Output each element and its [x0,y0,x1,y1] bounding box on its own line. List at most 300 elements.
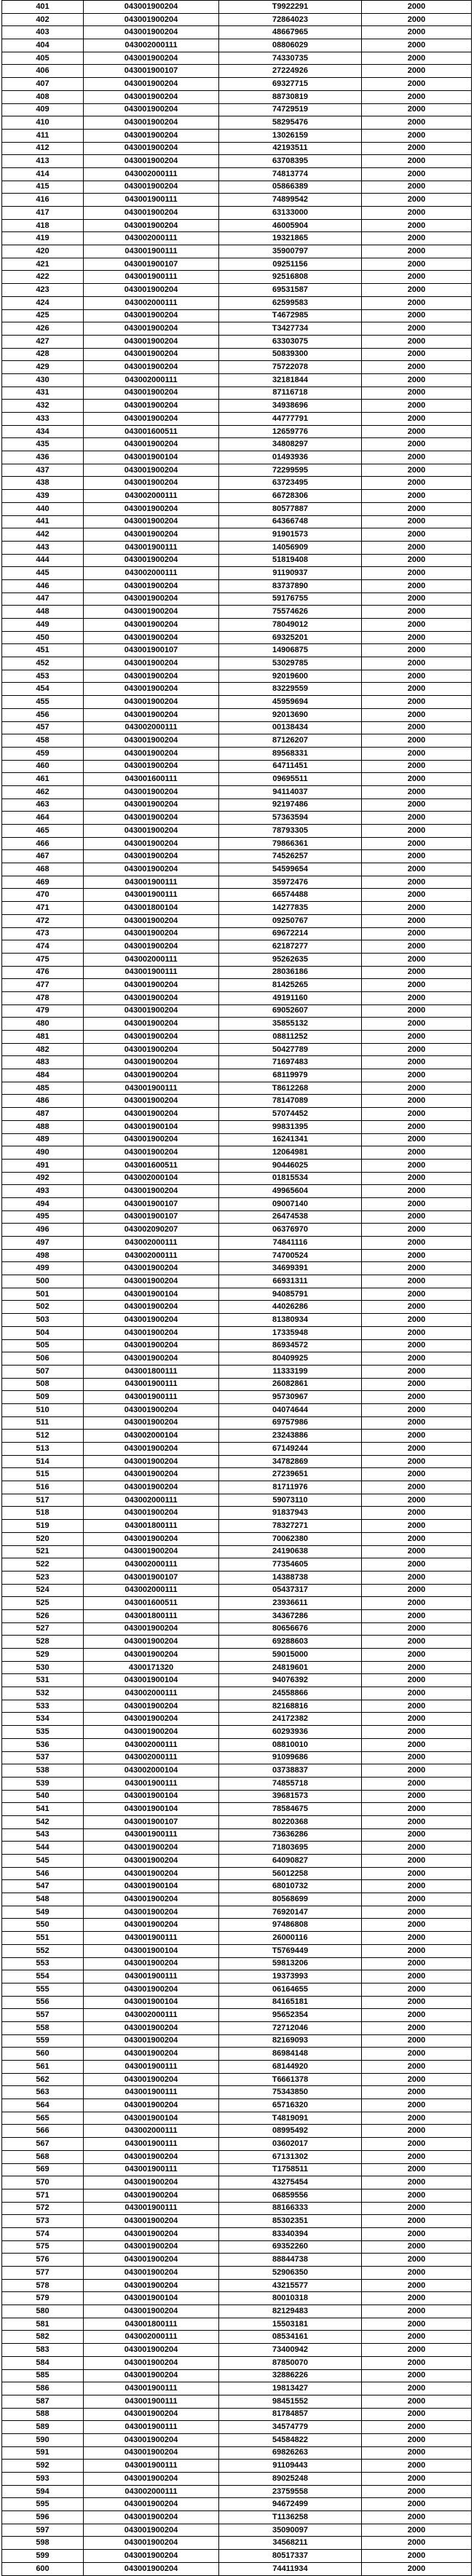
cell-no: 470 [2,889,84,902]
cell-value: 2000 [362,1455,472,1468]
cell-number: 09251156 [219,258,362,271]
cell-code: 043001900111 [84,2163,219,2176]
cell-number: 72299595 [219,464,362,477]
cell-value: 2000 [362,798,472,812]
cell-value: 2000 [362,1172,472,1185]
cell-number: 80220368 [219,1815,362,1828]
cell-no: 437 [2,464,84,477]
cell-number: 59015000 [219,1649,362,1662]
table-row [2,940,472,954]
cell-no: 424 [2,296,84,309]
cell-code: 043001900204 [84,2446,219,2460]
cell-code: 043001900111 [84,2086,219,2099]
cell-code: 043001900204 [84,477,219,490]
cell-code: 043001900204 [84,1146,219,1160]
cell-number: 94672499 [219,2498,362,2511]
cell-no: 479 [2,1004,84,1018]
cell-number: 98451552 [219,2395,362,2408]
table-row [2,579,472,593]
cell-code: 043001900107 [84,65,219,78]
table-row [2,760,472,773]
table-row [2,1764,472,1778]
cell-code: 043001600511 [84,1597,219,1610]
cell-code: 043002090207 [84,1224,219,1237]
table-row [2,219,472,232]
cell-no: 466 [2,837,84,850]
table-row [2,979,472,992]
cell-code: 043002000111 [84,2009,219,2022]
cell-value: 2000 [362,2318,472,2331]
cell-value: 2000 [362,2446,472,2460]
table-row [2,309,472,322]
cell-number: 81711976 [219,1481,362,1494]
table-row [2,451,472,464]
table-row [2,1403,472,1416]
cell-value: 2000 [362,155,472,168]
table-row [2,1494,472,1507]
cell-number: 95652354 [219,2009,362,2022]
cell-number: 65716320 [219,2099,362,2112]
cell-value: 2000 [362,1855,472,1868]
cell-number: 50839300 [219,348,362,361]
table-row [2,1210,472,1224]
cell-code: 043001900204 [84,26,219,39]
cell-code: 043001900204 [84,979,219,992]
cell-value: 2000 [362,1275,472,1288]
cell-value: 2000 [362,2267,472,2280]
table-row [2,1855,472,1868]
cell-value: 2000 [362,979,472,992]
cell-code: 043001900204 [84,747,219,760]
cell-no: 594 [2,2485,84,2498]
cell-value: 2000 [362,696,472,709]
cell-value: 2000 [362,1391,472,1404]
cell-value: 2000 [362,1687,472,1700]
cell-code: 043001900204 [84,78,219,91]
cell-value: 2000 [362,1069,472,1082]
table-row [2,425,472,438]
cell-no: 587 [2,2395,84,2408]
cell-no: 427 [2,335,84,348]
cell-no: 447 [2,593,84,606]
cell-value: 2000 [362,1828,472,1842]
cell-number: 05437317 [219,1584,362,1597]
cell-code: 043001900204 [84,554,219,567]
cell-code: 043001900104 [84,2292,219,2305]
table-row [2,387,472,400]
cell-value: 2000 [362,1031,472,1044]
cell-code: 043001900204 [84,1957,219,1970]
cell-no: 481 [2,1031,84,1044]
cell-no: 590 [2,2433,84,2446]
cell-code: 043001600111 [84,773,219,786]
cell-value: 2000 [362,1738,472,1751]
cell-value: 2000 [362,2048,472,2061]
table-row [2,1597,472,1610]
cell-value: 2000 [362,2433,472,2446]
cell-number: 72864023 [219,13,362,26]
cell-value: 2000 [362,554,472,567]
table-row [2,683,472,696]
cell-no: 422 [2,271,84,284]
table-row [2,1468,472,1481]
table-row [2,181,472,194]
table-row [2,541,472,554]
cell-code: 043001900204 [84,1893,219,1906]
table-row [2,1571,472,1584]
cell-value: 2000 [362,1468,472,1481]
table-row [2,1237,472,1250]
cell-no: 407 [2,78,84,91]
cell-value: 2000 [362,1726,472,1739]
cell-number: 92013690 [219,708,362,721]
cell-value: 2000 [362,1867,472,1880]
cell-number: 99831395 [219,1120,362,1133]
cell-no: 567 [2,2138,84,2151]
cell-no: 504 [2,1326,84,1339]
cell-code: 043001900204 [84,129,219,142]
table-row [2,2511,472,2524]
cell-code: 043001900111 [84,1932,219,1945]
cell-code: 043002000111 [84,1237,219,1250]
cell-number: 35855132 [219,1018,362,1031]
cell-number: 64711451 [219,760,362,773]
cell-value: 2000 [362,747,472,760]
cell-no: 584 [2,2356,84,2369]
cell-number: 67149244 [219,1443,362,1456]
table-row [2,2550,472,2563]
cell-value: 2000 [362,1842,472,1855]
cell-number: 63723495 [219,477,362,490]
cell-code: 043001900204 [84,207,219,220]
cell-no: 475 [2,953,84,966]
cell-code: 043001900204 [84,2099,219,2112]
cell-value: 2000 [362,2511,472,2524]
cell-number: 24190638 [219,1545,362,1558]
cell-code: 043001900204 [84,1507,219,1520]
cell-value: 2000 [362,1224,472,1237]
cell-no: 536 [2,1738,84,1751]
cell-value: 2000 [362,1571,472,1584]
cell-no: 583 [2,2344,84,2357]
cell-no: 449 [2,619,84,632]
cell-no: 421 [2,258,84,271]
cell-value: 2000 [362,1957,472,1970]
cell-no: 463 [2,798,84,812]
cell-number: T4819091 [219,2112,362,2125]
cell-no: 573 [2,2215,84,2228]
cell-no: 486 [2,1095,84,1108]
table-row [2,348,472,361]
cell-code: 043001900104 [84,1880,219,1893]
cell-code: 043001900204 [84,1481,219,1494]
table-row [2,2227,472,2240]
cell-number: 69325201 [219,631,362,644]
cell-no: 554 [2,1970,84,1983]
table-body [2,1,472,2576]
cell-no: 414 [2,167,84,181]
cell-code: 043001900204 [84,1056,219,1069]
cell-number: T5769449 [219,1944,362,1957]
cell-value: 2000 [362,1326,472,1339]
cell-value: 2000 [362,90,472,103]
cell-code: 043001900204 [84,1906,219,1919]
table-row [2,721,472,734]
cell-number: 13026159 [219,129,362,142]
table-row [2,876,472,889]
cell-number: 26474538 [219,1210,362,1224]
records-table [1,0,472,2576]
cell-no: 495 [2,1210,84,1224]
cell-no: 456 [2,708,84,721]
cell-number: 16241341 [219,1133,362,1146]
cell-no: 404 [2,39,84,52]
cell-value: 2000 [362,1159,472,1172]
cell-value: 2000 [362,515,472,528]
cell-code: 043001900204 [84,2344,219,2357]
cell-code: 043001900204 [84,2227,219,2240]
cell-value: 2000 [362,167,472,181]
cell-no: 539 [2,1777,84,1790]
cell-code: 043001900204 [84,1,219,14]
table-row [2,2408,472,2421]
cell-no: 509 [2,1391,84,1404]
cell-number: 52906350 [219,2267,362,2280]
cell-number: 01815534 [219,1172,362,1185]
cell-value: 2000 [362,1532,472,1545]
cell-number: 19321865 [219,232,362,245]
table-row [2,2292,472,2305]
table-row [2,631,472,644]
table-row [2,52,472,65]
cell-number: 74899542 [219,194,362,207]
cell-value: 2000 [362,1764,472,1778]
cell-no: 560 [2,2048,84,2061]
cell-number: 68119979 [219,1069,362,1082]
table-row [2,696,472,709]
cell-number: 08810010 [219,1738,362,1751]
cell-number: 42193511 [219,142,362,155]
table-row [2,2460,472,2473]
cell-value: 2000 [362,914,472,927]
cell-code: 043001900204 [84,1018,219,1031]
cell-code: 043001900204 [84,2215,219,2228]
cell-value: 2000 [362,2009,472,2022]
cell-number: 58295476 [219,116,362,130]
cell-no: 543 [2,1828,84,1842]
cell-number: 89025248 [219,2473,362,2486]
cell-no: 591 [2,2446,84,2460]
cell-no: 528 [2,1636,84,1649]
cell-code: 043001600511 [84,1159,219,1172]
cell-no: 487 [2,1108,84,1121]
cell-no: 431 [2,387,84,400]
cell-number: 78049012 [219,619,362,632]
cell-value: 2000 [362,953,472,966]
cell-number: 75722078 [219,361,362,374]
cell-number: 56012258 [219,1867,362,1880]
cell-no: 588 [2,2408,84,2421]
table-row [2,258,472,271]
cell-value: 2000 [362,528,472,542]
cell-value: 2000 [362,2112,472,2125]
cell-value: 2000 [362,1237,472,1250]
cell-no: 532 [2,1687,84,1700]
cell-value: 2000 [362,284,472,297]
cell-value: 2000 [362,1146,472,1160]
table-row [2,116,472,130]
cell-no: 454 [2,683,84,696]
table-row [2,2305,472,2318]
cell-no: 552 [2,1944,84,1957]
cell-number: 83229559 [219,683,362,696]
cell-no: 491 [2,1159,84,1172]
cell-value: 2000 [362,606,472,619]
cell-value: 2000 [362,1932,472,1945]
cell-number: T3427734 [219,322,362,336]
cell-number: 34808297 [219,438,362,451]
table-row [2,2524,472,2537]
cell-code: 043001900204 [84,103,219,116]
cell-no: 582 [2,2331,84,2344]
table-row [2,1674,472,1687]
cell-value: 2000 [362,966,472,979]
table-row [2,927,472,940]
cell-number: 51819408 [219,554,362,567]
cell-value: 2000 [362,78,472,91]
table-row [2,1507,472,1520]
table-row [2,2125,472,2138]
cell-no: 529 [2,1649,84,1662]
table-row [2,438,472,451]
cell-number: 34938696 [219,400,362,413]
table-row [2,1713,472,1726]
cell-code: 043001900204 [84,1275,219,1288]
table-row [2,1082,472,1095]
cell-value: 2000 [362,1185,472,1198]
cell-code: 043001900204 [84,2550,219,2563]
cell-no: 503 [2,1314,84,1327]
cell-number: 74841116 [219,1237,362,1250]
cell-value: 2000 [362,1609,472,1622]
cell-value: 2000 [362,631,472,644]
table-row [2,2189,472,2202]
cell-value: 2000 [362,657,472,670]
cell-value: 2000 [362,348,472,361]
cell-number: 74411934 [219,2562,362,2575]
cell-code: 043001900204 [84,2254,219,2267]
cell-value: 2000 [362,1790,472,1803]
cell-value: 2000 [362,593,472,606]
cell-number: 01493936 [219,451,362,464]
cell-no: 578 [2,2279,84,2292]
table-row [2,1532,472,1545]
cell-value: 2000 [362,567,472,580]
cell-value: 2000 [362,2344,472,2357]
cell-value: 2000 [362,2227,472,2240]
cell-value: 2000 [362,708,472,721]
cell-value: 2000 [362,1970,472,1983]
cell-no: 596 [2,2511,84,2524]
table-row [2,2498,472,2511]
cell-value: 2000 [362,2498,472,2511]
cell-code: 043001900107 [84,1210,219,1224]
cell-no: 533 [2,1700,84,1713]
cell-no: 502 [2,1301,84,1314]
table-row [2,619,472,632]
table-row [2,785,472,798]
cell-no: 598 [2,2537,84,2550]
cell-number: 71803695 [219,1842,362,1855]
table-row [2,1443,472,1456]
cell-no: 418 [2,219,84,232]
cell-code: 043002000111 [84,296,219,309]
table-row [2,606,472,619]
cell-code: 043001900204 [84,1842,219,1855]
cell-code: 043001900204 [84,631,219,644]
cell-no: 577 [2,2267,84,2280]
cell-value: 2000 [362,1095,472,1108]
cell-no: 451 [2,644,84,657]
cell-number: 75343850 [219,2086,362,2099]
table-row [2,284,472,297]
cell-value: 2000 [362,541,472,554]
cell-no: 511 [2,1416,84,1430]
cell-number: 24819601 [219,1661,362,1674]
cell-number: 08811252 [219,1031,362,1044]
table-row [2,1262,472,1275]
cell-code: 043001900204 [84,348,219,361]
table-row [2,194,472,207]
cell-code: 043001900111 [84,1378,219,1391]
cell-value: 2000 [362,232,472,245]
cell-value: 2000 [362,2150,472,2163]
cell-value: 2000 [362,103,472,116]
cell-code: 043001900204 [84,1095,219,1108]
cell-code: 043001900204 [84,90,219,103]
cell-value: 2000 [362,1622,472,1636]
cell-number: 91901573 [219,528,362,542]
table-row [2,2562,472,2575]
table-row [2,863,472,876]
cell-value: 2000 [362,1416,472,1430]
cell-no: 556 [2,1996,84,2009]
cell-code: 043001900204 [84,2473,219,2486]
table-row [2,1043,472,1056]
cell-code: 043001900104 [84,1790,219,1803]
cell-value: 2000 [362,1262,472,1275]
cell-no: 558 [2,2021,84,2034]
cell-number: 23243886 [219,1430,362,1443]
table-row [2,2537,472,2550]
cell-number: 43215577 [219,2279,362,2292]
cell-number: 14388738 [219,1571,362,1584]
table-row [2,207,472,220]
cell-number: 69288603 [219,1636,362,1649]
cell-no: 443 [2,541,84,554]
table-row [2,1636,472,1649]
cell-code: 043001900111 [84,1082,219,1095]
cell-number: 08806029 [219,39,362,52]
cell-number: 23759558 [219,2485,362,2498]
cell-no: 448 [2,606,84,619]
cell-number: 88166333 [219,2202,362,2215]
table-row [2,142,472,155]
table-row [2,1906,472,1919]
cell-number: 77354605 [219,1558,362,1572]
cell-no: 520 [2,1532,84,1545]
cell-number: 69757986 [219,1416,362,1430]
